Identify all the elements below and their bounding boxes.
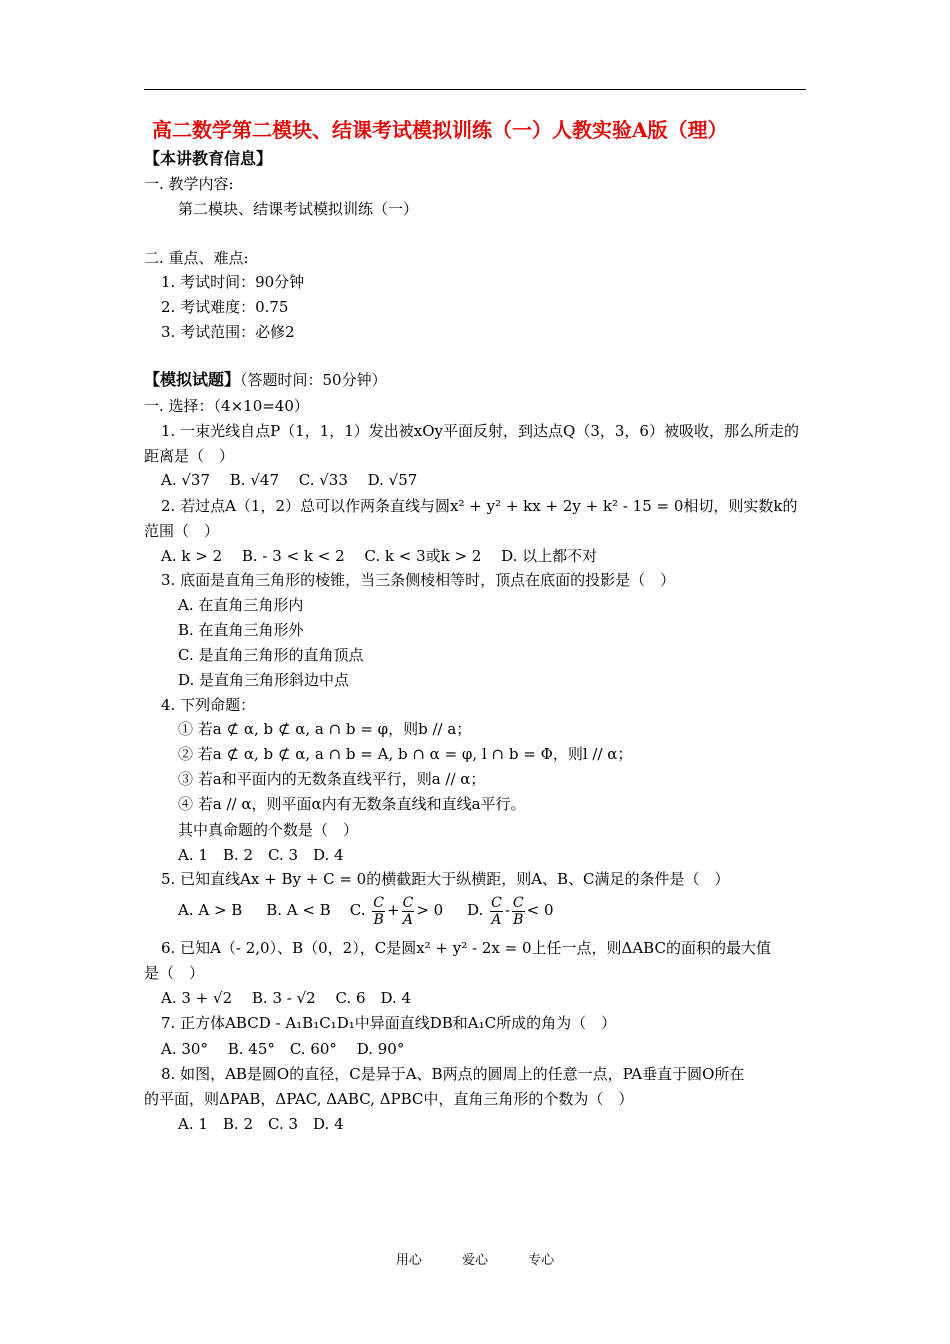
q5-option-b: B. A < B	[266, 901, 331, 919]
q8-text-cont: 的平面，则ΔPAB，ΔPAC, ΔABC, ΔPBC中，直角三角形的个数为（ ）	[144, 1090, 634, 1108]
document-title: 高二数学第二模块、结课考试模拟训练（一）人教实验A版（理）	[152, 118, 728, 142]
q3-option-a: A. 在直角三角形内	[178, 596, 304, 614]
fraction-c-over-a: $\frac{C}{A}$	[402, 894, 414, 928]
key-item-2: 2. 考试难度：0.75	[161, 298, 289, 316]
q5-text: 5. 已知直线Ax + By + C = 0的横截距大于纵横距，则A、B、C满足的条件是（ ）	[161, 870, 730, 888]
gt-zero: > 0	[416, 901, 444, 919]
q3-option-d: D. 是直角三角形斜边中点	[178, 671, 350, 689]
q5-option-d-label: D.	[467, 901, 484, 919]
q4-question: 其中真命题的个数是（ ）	[178, 821, 359, 839]
q2-options: A. k > 2 B. - 3 < k < 2 C. k < 3或k > 2 D. 以上都不对	[161, 547, 598, 565]
section-label: 一. 选择：（4×10=40）	[144, 397, 309, 415]
q3-text: 3. 底面是直角三角形的棱锥，当三条侧棱相等时，顶点在底面的投影是（ ）	[161, 571, 676, 589]
footer-text-3: 专心	[528, 1253, 555, 1268]
header-rule	[144, 89, 806, 90]
exam-heading: 【模拟试题】	[144, 370, 241, 389]
q6-text: 6. 已知A（- 2,0）、B（0，2），C是圆x² + y² - 2x = 0上任一点，则ΔABC的面积的最大值	[161, 939, 771, 957]
q2-text: 2. 若过点A（1，2）总可以作两条直线与圆x² + y² + kx + 2y + k² - 15 = 0相切，则实数k的	[161, 497, 798, 515]
q4-options: A. 1 B. 2 C. 3 D. 4	[178, 846, 344, 864]
fraction-c-over-b: $\frac{C}{B}$	[373, 894, 385, 928]
q1-text-cont: 距离是（ ）	[144, 447, 235, 465]
q7-options: A. 30° B. 45° C. 60° D. 90°	[161, 1040, 405, 1058]
q5-option-c-label: C.	[349, 901, 366, 919]
key-item-3: 3. 考试范围：必修2	[161, 323, 295, 341]
footer-text-1: 用心	[395, 1253, 422, 1268]
fraction-c-over-b-2: $\frac{C}{B}$	[512, 894, 524, 928]
q3-option-c: C. 是直角三角形的直角顶点	[178, 646, 364, 664]
content-text: 第二模块、结课考试模拟训练（一）	[178, 200, 419, 218]
q5-options	[178, 892, 554, 928]
plus-sign: +	[387, 901, 400, 919]
q6-options: A. 3 + √2 B. 3 - √2 C. 6 D. 4	[161, 989, 412, 1007]
q1-options: A. √37 B. √47 C. √33 D. √57	[161, 471, 418, 489]
q4-statement-2: ② 若a ⊄ α, b ⊄ α, a ∩ b = A, b ∩ α = φ, l ∩ b = Φ，则l // α；	[178, 745, 633, 763]
q1-text: 1. 一束光线自点P（1，1，1）发出被xOy平面反射，到达点Q（3，3，6）被吸收，那么所走的	[161, 422, 799, 440]
exam-time: （答题时间：50分钟）	[240, 371, 387, 389]
q6-text-cont: 是（ ）	[144, 964, 205, 982]
lt-zero: < 0	[526, 901, 554, 919]
fraction-c-over-a-2: $\frac{C}{A}$	[491, 894, 502, 928]
q8-options: A. 1 B. 2 C. 3 D. 4	[178, 1115, 344, 1133]
q4-text: 4. 下列命题：	[161, 696, 256, 714]
q8-text: 8. 如图，AB是圆O的直径，C是异于A、B两点的圆周上的任意一点，PA垂直于圆O所在	[161, 1065, 745, 1083]
q7-text: 7. 正方体ABCD - A₁B₁C₁D₁中异面直线DB和A₁C所成的角为（ ）	[161, 1014, 617, 1032]
info-heading: 【本讲教育信息】	[144, 149, 273, 168]
q2-text-cont: 范围（ ）	[144, 522, 220, 540]
q5-option-a: A. A > B	[178, 901, 243, 919]
key-item-1: 1. 考试时间：90分钟	[161, 273, 305, 291]
key-label: 二. 重点、难点:	[144, 249, 249, 267]
q4-statement-1: ① 若a ⊄ α, b ⊄ α, a ∩ b = φ，则b // a；	[178, 720, 472, 738]
footer-text-2: 爱心	[461, 1253, 488, 1268]
minus-sign: -	[504, 901, 510, 919]
q3-option-b: B. 在直角三角形外	[178, 621, 304, 639]
content-label: 一. 教学内容:	[144, 175, 234, 193]
q4-statement-3: ③ 若a和平面内的无数条直线平行，则a // α；	[178, 770, 486, 788]
exam-heading-line	[144, 370, 387, 390]
q4-statement-4: ④ 若a // α，则平面α内有无数条直线和直线a平行。	[178, 795, 526, 813]
page-footer	[0, 1249, 950, 1268]
